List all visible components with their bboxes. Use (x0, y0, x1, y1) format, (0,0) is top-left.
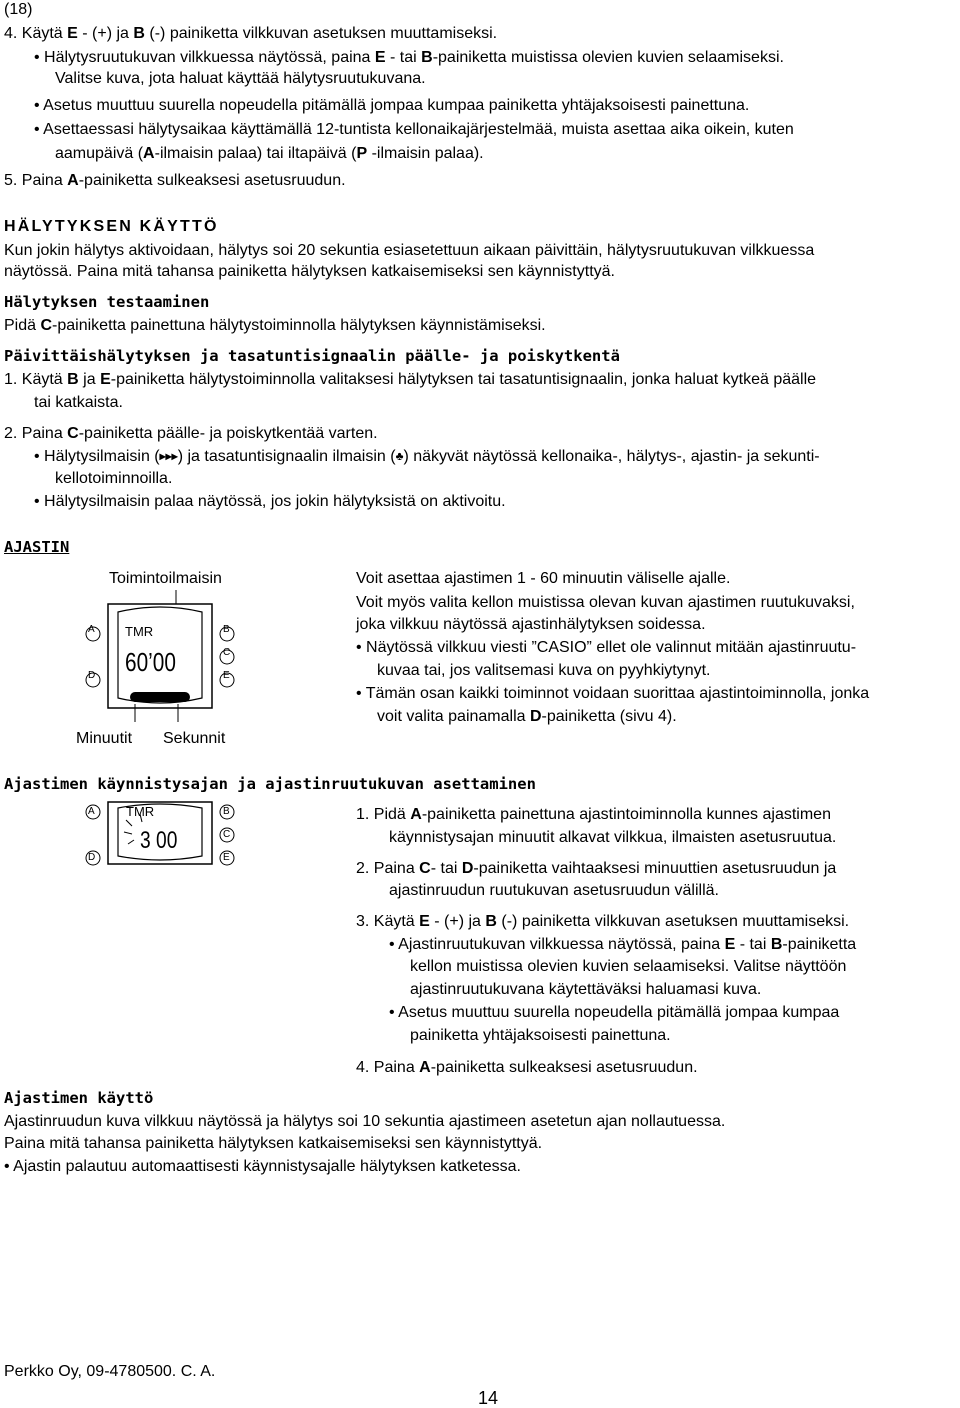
fig2-display-mode: TMR (126, 804, 155, 819)
timer-intro-l2: Voit myös valita kellon muistissa olevan kuvan ajastimen ruutukuvaksi, (356, 594, 855, 611)
daily-bullet-alarm-on: • Hälytysilmaisin palaa näytössä, jos jokin hälytyksistä on aktivoitu. (34, 493, 506, 510)
daily-step-1: 1. Käytä B ja E-painiketta hälytystoiminnolla valitaksesi hälytyksen tai tasatuntisignaalin, jonka haluat kytkeä päälle (4, 371, 817, 388)
timer-step-3: 3. Käytä E - (+) ja B (-) painiketta vilkkuvan asetuksen muuttamiseksi. (356, 913, 850, 930)
hourly-signal-icon: ♣ (395, 449, 404, 463)
alarm-test-heading: Hälytyksen testaaminen (4, 293, 210, 311)
timer-bullet-casio-l2: kuvaa tai, jos valitsemasi kuva on pyyhkiytynyt. (377, 662, 711, 679)
timer-use-bullet: • Ajastin palautuu automaattisesti käynnistysajalle hälytyksen katketessa. (4, 1158, 521, 1175)
bullet-12h-l2: aamupäivä (A-ilmaisin palaa) tai iltapäivä (P -ilmaisin palaa). (55, 145, 484, 162)
page-number: 14 (478, 1388, 499, 1408)
fig2-button-a: A (88, 806, 95, 817)
timer-intro-l3: joka vilkkuu näytössä ajastinhälytyksen soidessa. (356, 616, 706, 633)
timer-set-heading: Ajastimen käynnistysajan ja ajastinruutukuvan asettaminen (4, 775, 536, 793)
timer-use-heading: Ajastimen käyttö (4, 1089, 154, 1107)
fig2-button-c: C (223, 829, 231, 840)
fig1-button-a: A (88, 624, 95, 635)
timer-step-3-bullet-1-l2: kellon muistissa olevien kuvien selaamiseksi. Valitse näyttöön (410, 958, 847, 975)
page-label: (18) (4, 1, 33, 18)
fig1-display-time: 60’00 (125, 647, 176, 677)
daily-step-1-l2: tai katkaista. (34, 394, 123, 411)
timer-step-1: 1. Pidä A-painiketta painettuna ajastintoiminnolla kunnes ajastimen (356, 806, 831, 823)
timer-step-3-bullet-2-l2: painiketta yhtäjaksoisesti painettuna. (410, 1027, 671, 1044)
timer-step-1-l2: käynnistysajan minuutit alkavat vilkkua, ilmaisten asetusruutua. (389, 829, 837, 846)
timer-use-l2: Paina mitä tahansa painiketta hälytyksen katkaisemiseksi sen käynnistyttyä. (4, 1135, 543, 1152)
timer-bullet-mode-l2: voit valita painamalla D-painiketta (sivu 4). (377, 708, 677, 725)
alarm-test-text: Pidä C-painiketta painettuna hälytystoiminnolla hälytyksen käynnistämiseksi. (4, 317, 546, 334)
fig1-mode-label: Toimintoilmaisin (109, 570, 222, 587)
daily-bullet-indicators-l2: kellotoiminnoilla. (55, 470, 173, 487)
step-5: 5. Paina A-painiketta sulkeaksesi asetusruudun. (4, 172, 346, 189)
timer-step-2: 2. Paina C- tai D-painiketta vaihtaaksesi minuuttien asetusruudun ja (356, 860, 837, 877)
step-4: 4. Käytä E - (+) ja B (-) painiketta vilkkuvan asetuksen muuttamiseksi. (4, 25, 498, 42)
fig2-display-time: 3 00 (140, 827, 178, 854)
daily-alarm-heading: Päivittäishälytyksen ja tasatuntisignaalin päälle- ja poiskytkentä (4, 347, 620, 365)
timer-step-3-bullet-1: • Ajastinruutukuvan vilkkuessa näytössä, paina E - tai B-painiketta (389, 936, 857, 953)
timer-step-3-bullet-1-l3: ajastinruutukuvana käytettäväksi haluamasi kuva. (410, 981, 762, 998)
daily-bullet-indicators: • Hälytysilmaisin (▸▸▸) ja tasatuntisignaalin ilmaisin (♣) näkyvät näytössä kellonaika-, hälytys-, ajastin- ja sekunti- (34, 448, 820, 465)
timer-use-l1: Ajastinruudun kuva vilkkuu näytössä ja hälytys soi 10 sekuntia ajastimeen asetetun ajan nollautuessa. (4, 1113, 726, 1130)
timer-bullet-casio: • Näytössä vilkkuu viesti ”CASIO” ellet ole valinnut mitään ajastinruutu- (356, 639, 857, 656)
bullet-fast-change: • Asetus muuttuu suurella nopeudella pitämällä jompaa kumpaa painiketta yhtäjaksoisesti painettuna. (34, 97, 750, 114)
timer-bullet-mode: • Tämän osan kaikki toiminnot voidaan suorittaa ajastintoiminnolla, jonka (356, 685, 870, 702)
fig1-button-c: C (223, 647, 231, 658)
fig1-button-b: B (223, 624, 230, 635)
fig1-minutes-label: Minuutit (76, 730, 133, 747)
fig2-button-e: E (223, 852, 230, 863)
alarm-intro-l1: Kun jokin hälytys aktivoidaan, hälytys soi 20 sekuntia esiasetettuun aikaan päivittäin, hälytysruutukuvan vilkkuessa (4, 242, 815, 259)
bullet-12h: • Asettaessasi hälytysaikaa käyttämällä 12-tuntista kellonaikajärjestelmää, muista asettaa aika oikein, kuten (34, 121, 794, 138)
bullet-scroll-images-l2: Valitse kuva, jota haluat käyttää hälytysruutukuvana. (55, 70, 426, 87)
timer-heading: AJASTIN (4, 538, 70, 556)
fig1-button-d: D (88, 670, 96, 681)
timer-step-4: 4. Paina A-painiketta sulkeaksesi asetusruudun. (356, 1059, 698, 1076)
alarm-indicator-icon: ▸▸▸ (159, 449, 178, 463)
timer-step-2-l2: ajastinruudun ruutukuvan asetusruudun välillä. (389, 882, 719, 899)
fig2-button-b: B (223, 806, 230, 817)
fig1-seconds-label: Sekunnit (163, 730, 226, 747)
daily-step-2: 2. Paina C-painiketta päälle- ja poiskytkentää varten. (4, 425, 378, 442)
timer-intro-l1: Voit asettaa ajastimen 1 - 60 minuutin väliselle ajalle. (356, 570, 731, 587)
fig1-button-e: E (223, 670, 230, 681)
alarm-heading: HÄLYTYKSEN KÄYTTÖ (4, 218, 219, 235)
bullet-scroll-images: • Hälytysruutukuvan vilkkuessa näytössä, paina E - tai B-painiketta muistissa olevien kuvien selaamiseksi. (34, 49, 784, 66)
timer-step-3-bullet-2: • Asetus muuttuu suurella nopeudella pitämällä jompaa kumpaa (389, 1004, 840, 1021)
fig2-button-d: D (88, 852, 96, 863)
alarm-intro-l2: näytössä. Paina mitä tahansa painiketta hälytyksen katkaisemiseksi sen käynnistyttyä. (4, 263, 615, 280)
footer-company: Perkko Oy, 09-4780500. C. A. (4, 1363, 216, 1380)
fig1-display-mode: TMR (125, 624, 154, 639)
